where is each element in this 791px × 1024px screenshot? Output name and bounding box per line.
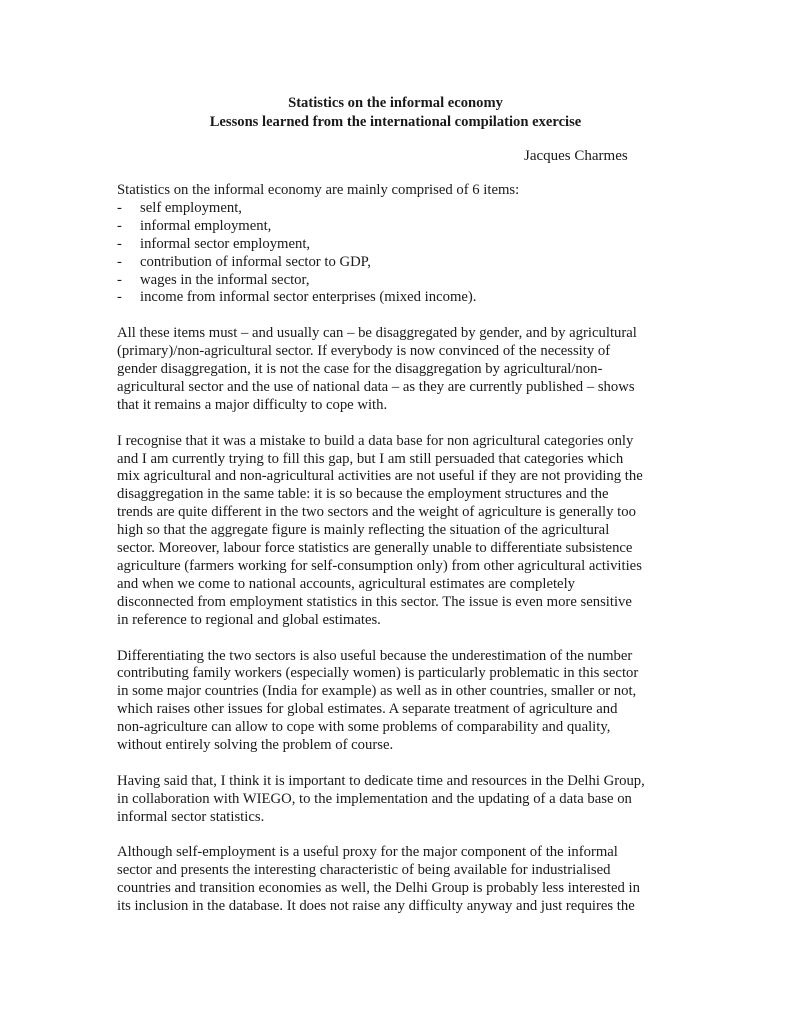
paragraph-delhi-group (117, 773, 677, 827)
document-body (117, 182, 677, 916)
text-line: mix agricultural and non-agricultural activities are not useful if they are not providing the (117, 468, 643, 485)
text-line: (primary)/non-agricultural sector. If everybody is now convinced of the necessity of (117, 343, 611, 360)
item-list (117, 200, 677, 307)
text-line: Differentiating the two sectors is also useful because the underestimation of the number (117, 647, 633, 664)
text-line: which raises other issues for global estimates. A separate treatment of agriculture and (117, 701, 618, 718)
list-item-text: informal employment, (140, 217, 272, 234)
list-item-text: income from informal sector enterprises (mixed income). (140, 289, 477, 306)
list-item (117, 200, 677, 218)
text-line: contributing family workers (especially women) is particularly problematic in this sector (117, 665, 639, 682)
text-line: All these items must – and usually can – be disaggregated by gender, and by agricultural (117, 325, 637, 342)
list-item-text: self employment, (140, 199, 242, 216)
list-item (117, 272, 677, 290)
list-item-text: contribution of informal sector to GDP, (140, 253, 371, 270)
bullet-dash: - (117, 271, 122, 288)
text-line: Having said that, I think it is important to dedicate time and resources in the Delhi Group, (117, 772, 645, 789)
bullet-dash: - (117, 217, 122, 234)
text-line: Although self-employment is a useful proxy for the major component of the informal (117, 844, 618, 861)
text-line: gender disaggregation, it is not the case for the disaggregation by agricultural/non- (117, 361, 603, 378)
text-line: sector and presents the interesting characteristic of being available for industrialised (117, 862, 611, 879)
text-line: sector. Moreover, labour force statistics are generally unable to differentiate subsistence (117, 540, 633, 557)
text-line: non-agriculture can allow to cope with some problems of comparability and quality, (117, 719, 611, 736)
list-item (117, 218, 677, 236)
intro-text: Statistics on the informal economy are mainly comprised of 6 items: (117, 182, 520, 198)
title-line-1: Statistics on the informal economy (288, 95, 503, 111)
text-line: I recognise that it was a mistake to build a data base for non agricultural categories only (117, 432, 634, 449)
text-line: agricultural sector and the use of national data – as they are currently published – shows (117, 378, 635, 395)
text-line: in reference to regional and global estimates. (117, 611, 381, 628)
text-line: disaggregation in the same table: it is so because the employment structures and the (117, 486, 609, 503)
text-line: in collaboration with WIEGO, to the implementation and the updating of a data base on (117, 790, 632, 807)
text-line: in some major countries (India for example) as well as in other countries, smaller or not, (117, 683, 637, 700)
list-item (117, 289, 677, 307)
text-line: disconnected from employment statistics in this sector. The issue is even more sensitive (117, 593, 632, 610)
paragraph-differentiating-sectors (117, 648, 677, 755)
text-line: and I am currently trying to fill this gap, but I am still persuaded that categories which (117, 450, 624, 467)
text-line: without entirely solving the problem of course. (117, 737, 394, 754)
text-line: high so that the aggregate figure is mainly reflecting the situation of the agricultural (117, 522, 610, 539)
text-line: that it remains a major difficulty to cope with. (117, 396, 388, 413)
text-line: agriculture (farmers working for self-consumption only) from other agricultural activities (117, 558, 642, 574)
text-line: its inclusion in the database. It does not raise any difficulty anyway and just requires the (117, 898, 635, 915)
title-line-2: Lessons learned from the international compilation exercise (209, 114, 582, 130)
text-line: informal sector statistics. (117, 808, 265, 825)
bullet-dash: - (117, 235, 122, 252)
paragraph-gender-disaggregation (117, 325, 677, 415)
list-item (117, 254, 677, 272)
text-line: and when we come to national accounts, agricultural estimates are completely (117, 575, 575, 592)
list-item-text: wages in the informal sector, (140, 271, 310, 288)
paragraph-agricultural-categories (117, 433, 677, 630)
author-name: Jacques Charmes (524, 148, 628, 164)
text-line: trends are quite different in the two sectors and the weight of agriculture is generally too (117, 504, 636, 521)
text-line: countries and transition economies as well, the Delhi Group is probably less interested in (117, 880, 640, 897)
list-item (117, 236, 677, 254)
document-title (0, 94, 791, 132)
list-item-text: informal sector employment, (140, 235, 311, 252)
bullet-dash: - (117, 253, 122, 270)
bullet-dash: - (117, 199, 122, 216)
paragraph-self-employment (117, 844, 677, 916)
bullet-dash: - (117, 289, 122, 306)
